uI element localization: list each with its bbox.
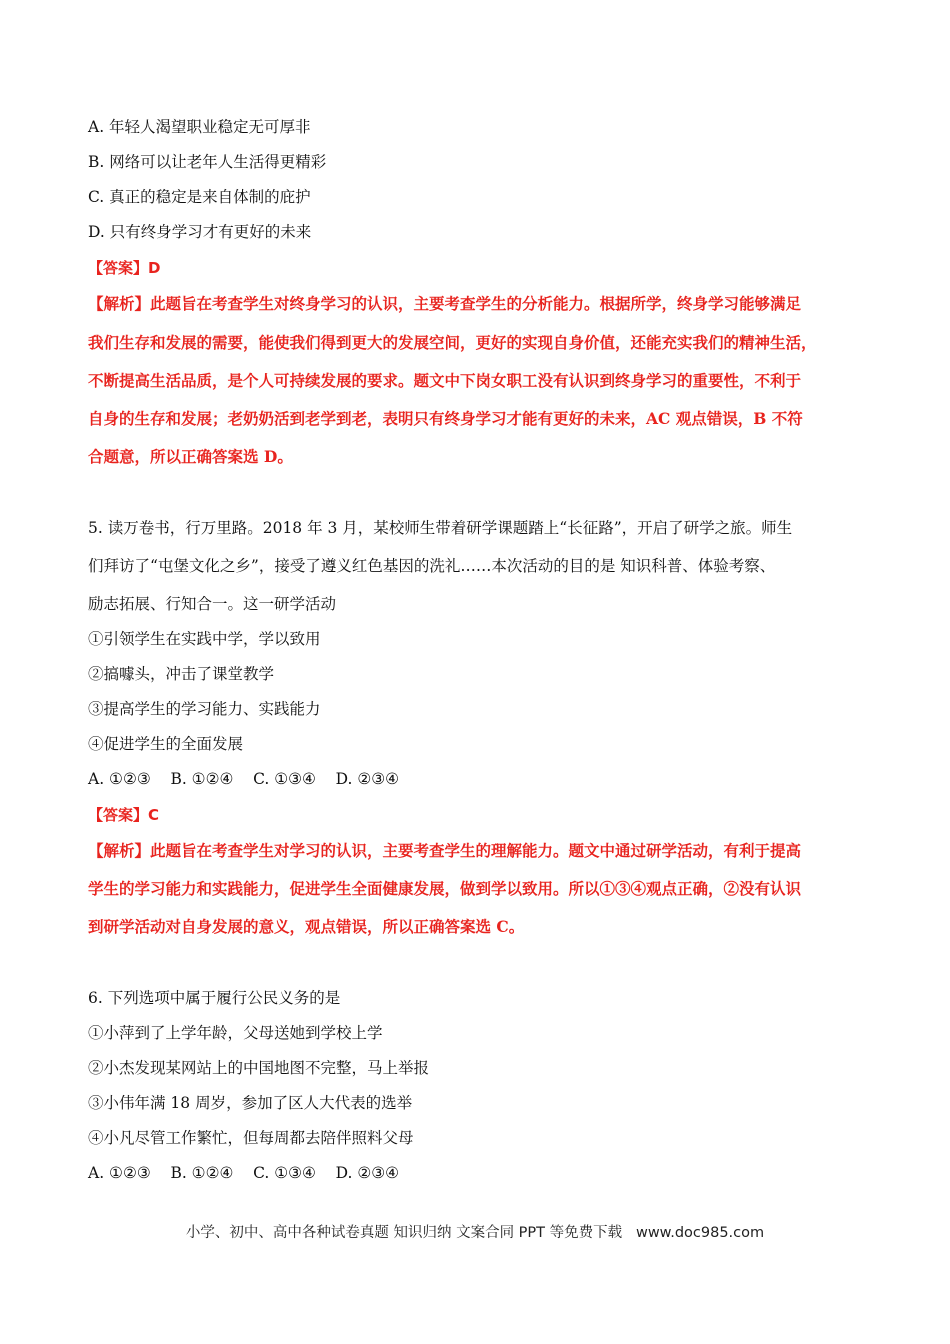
q4-analysis-line-2: 我们生存和发展的需要，能使我们得到更大的发展空间，更好的实现自身价值，还能充实我们的精神生活，: [88, 333, 817, 352]
q5-analysis-line-3: 到研学活动对自身发展的意义，观点错误，所以正确答案选 C。: [88, 917, 525, 936]
page-footer: 小学、初中、高中各种试卷真题 知识归纳 文案合同 PPT 等免费下载 www.doc985.com: [185, 1225, 765, 1241]
q5-analysis-line-1: 【解析】此题旨在考查学生对学习的认识，主要考查学生的理解能力。题文中通过研学活动，有利于提高: [88, 841, 802, 860]
q5-stem-line-1: 5. 读万卷书，行万里路。2018 年 3 月，某校师生带着研学课题踏上“长征路”，开启了研学之旅。师生: [88, 519, 793, 537]
q5-item-2: ②搞噱头，冲击了课堂教学: [88, 665, 275, 683]
q6-choices: A. ①②③ B. ①②④ C. ①③④ D. ②③④: [88, 1164, 400, 1182]
q4-option-c: C. 真正的稳定是来自体制的庇护: [88, 188, 311, 206]
q4-analysis-line-1: 【解析】此题旨在考查学生对终身学习的认识，主要考查学生的分析能力。根据所学，终身学习能够满足: [88, 294, 802, 313]
q4-option-b: B. 网络可以让老年人生活得更精彩: [88, 153, 327, 171]
q4-option-a: A. 年轻人渴望职业稳定无可厚非: [88, 118, 311, 136]
q4-analysis-line-3: 不断提高生活品质，是个人可持续发展的要求。题文中下岗女职工没有认识到终身学习的重要性，不利于: [88, 371, 802, 390]
q4-answer: 【答案】D: [88, 259, 161, 277]
q6-item-3: ③小伟年满 18 周岁，参加了区人大代表的选举: [88, 1094, 413, 1112]
q6-item-1: ①小萍到了上学年龄，父母送她到学校上学: [88, 1024, 383, 1042]
q4-analysis-label: 【解析】: [88, 294, 151, 313]
q4-option-d: D. 只有终身学习才有更好的未来: [88, 223, 312, 241]
q5-item-1: ①引领学生在实践中学，学以致用: [88, 630, 321, 648]
q5-answer: 【答案】C: [88, 806, 160, 824]
q6-item-2: ②小杰发现某网站上的中国地图不完整，马上举报: [88, 1059, 430, 1077]
q4-analysis-line-5: 合题意，所以正确答案选 D。: [88, 447, 293, 466]
q5-analysis-label: 【解析】: [88, 841, 151, 860]
q5-stem-line-3: 励志拓展、行知合一。这一研学活动: [88, 595, 337, 613]
q5-item-4: ④促进学生的全面发展: [88, 735, 244, 753]
q5-analysis-line-2: 学生的学习能力和实践能力，促进学生全面健康发展，做到学以致用。所以①③④观点正确，②没有认识: [88, 879, 802, 898]
q6-item-4: ④小凡尽管工作繁忙，但每周都去陪伴照料父母: [88, 1129, 414, 1147]
q4-analysis-line-4: 自身的生存和发展；老奶奶活到老学到老，表明只有终身学习才能有更好的未来，AC 观点错误，B 不符: [88, 409, 803, 428]
q5-stem-line-2: 们拜访了“屯堡文化之乡”，接受了遵义红色基因的洗礼……本次活动的目的是 知识科普、体验考察、: [88, 557, 776, 575]
q5-item-3: ③提高学生的学习能力、实践能力: [88, 700, 321, 718]
q6-stem: 6. 下列选项中属于履行公民义务的是: [88, 989, 341, 1007]
q5-choices: A. ①②③ B. ①②④ C. ①③④ D. ②③④: [88, 770, 400, 788]
